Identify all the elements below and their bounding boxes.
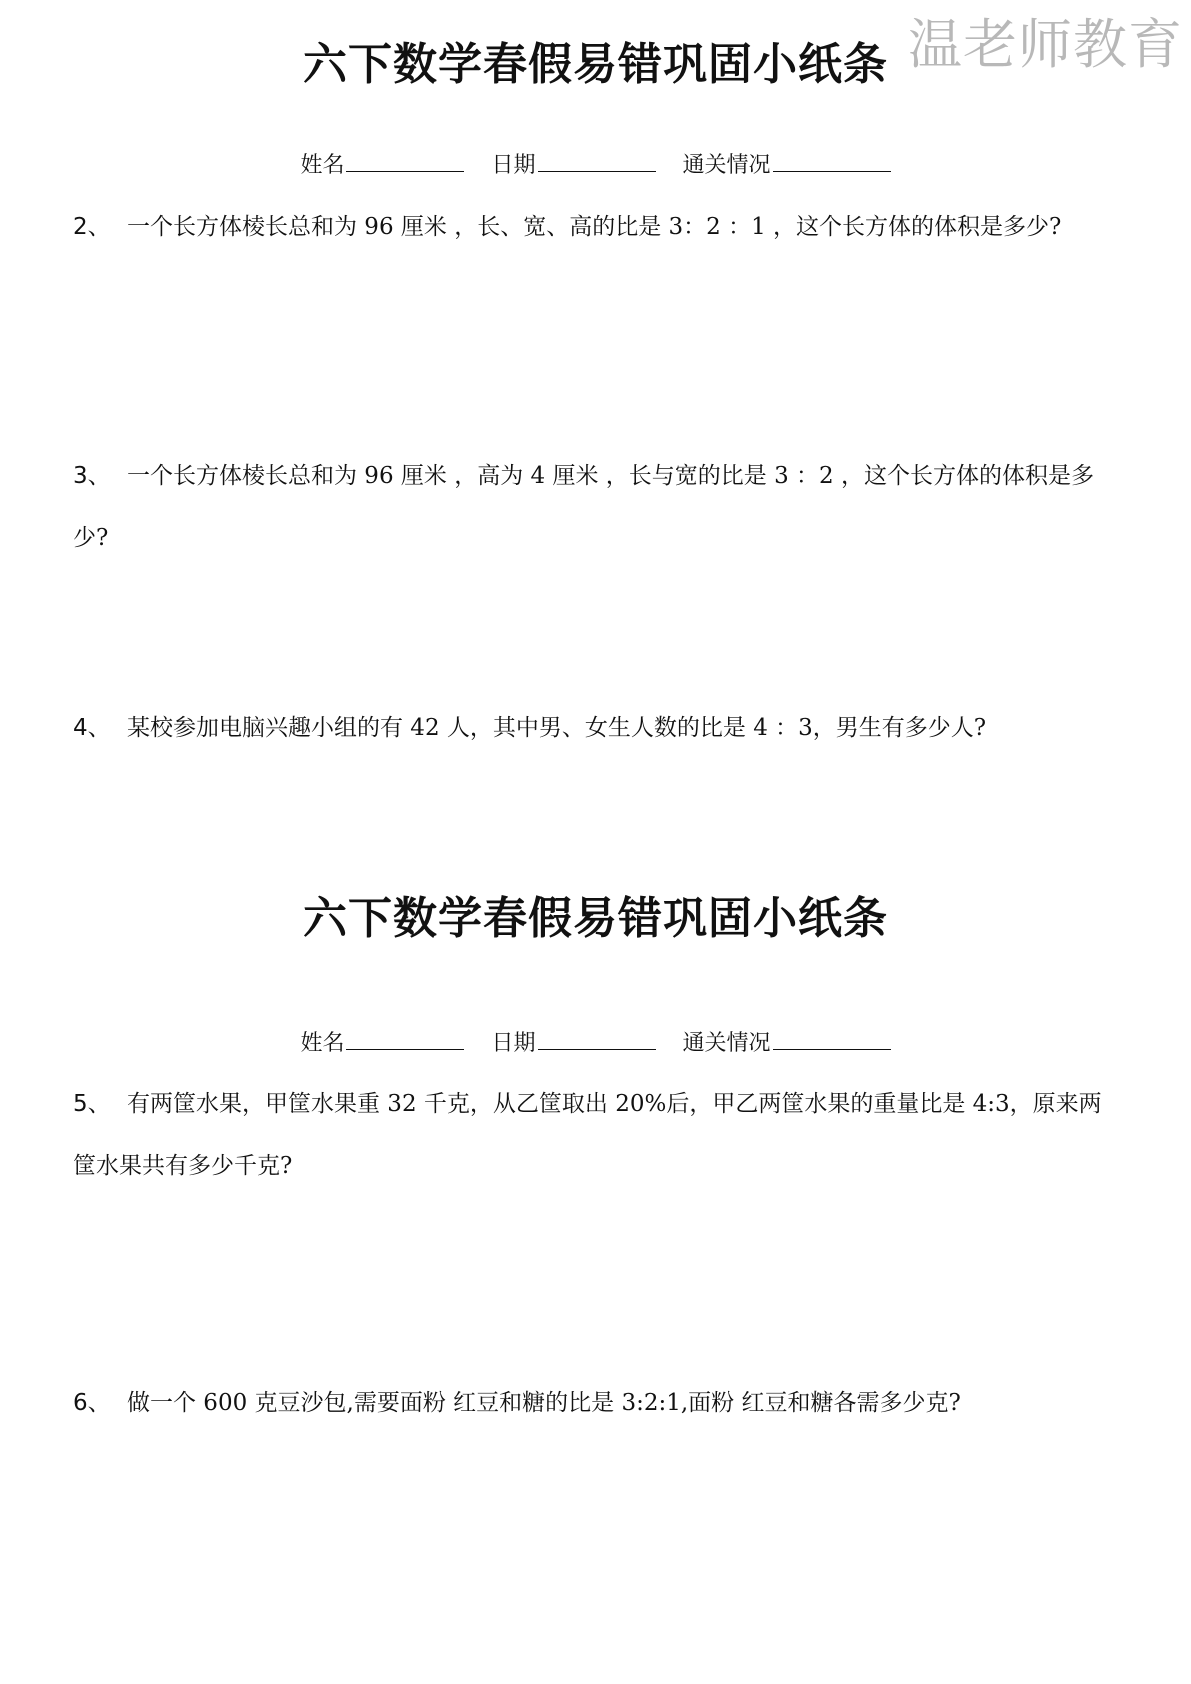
name-blank xyxy=(346,1029,464,1050)
watermark: 温老师教育 xyxy=(908,13,1183,76)
status-blank xyxy=(773,151,891,172)
name-field xyxy=(300,1026,464,1057)
question-number: 3、 xyxy=(73,463,111,489)
question-number: 4、 xyxy=(73,715,111,741)
question-number: 2、 xyxy=(73,214,111,240)
question-text: 有两筐水果，甲筐水果重 32 千克，从乙筐取出 20%后，甲乙两筐水果的重量比是 4:3，原来两筐水果共有多少千克? xyxy=(73,1091,1102,1179)
question-text: 一个长方体棱长总和为 96 厘米 ，长、宽、高的比是 3：2 ：1 ，这个长方体的体积是多少? xyxy=(127,214,1062,240)
question-6 xyxy=(73,1372,1123,1434)
name-label: 姓名 xyxy=(300,153,345,178)
date-label: 日期 xyxy=(491,153,536,178)
status-label: 通关情况 xyxy=(682,153,771,178)
question-number: 6、 xyxy=(73,1390,111,1416)
question-5 xyxy=(73,1073,1123,1197)
section-1-info-row xyxy=(0,148,1191,179)
section-2-title: 六下数学春假易错巩固小纸条 xyxy=(303,893,888,944)
date-blank xyxy=(538,151,656,172)
name-label: 姓名 xyxy=(300,1031,345,1056)
date-blank xyxy=(538,1029,656,1050)
question-3 xyxy=(73,445,1123,569)
question-4 xyxy=(73,697,1123,759)
date-field xyxy=(491,1026,655,1057)
status-label: 通关情况 xyxy=(682,1031,771,1056)
name-blank xyxy=(346,151,464,172)
name-field xyxy=(300,148,464,179)
question-text: 一个长方体棱长总和为 96 厘米 ，高为 4 厘米 ，长与宽的比是 3 ：2 ，这个长方体的体积是多少? xyxy=(73,463,1094,551)
status-field xyxy=(683,1026,891,1057)
section-1-title: 六下数学春假易错巩固小纸条 xyxy=(303,39,888,90)
question-number: 5、 xyxy=(73,1091,111,1117)
question-text: 某校参加电脑兴趣小组的有 42 人，其中男、女生人数的比是 4 ：3，男生有多少人? xyxy=(127,715,987,741)
date-field xyxy=(491,148,655,179)
question-text: 做一个 600 克豆沙包,需要面粉 红豆和糖的比是 3:2:1,面粉 红豆和糖各需多少克? xyxy=(127,1390,961,1416)
status-field xyxy=(683,148,891,179)
question-2 xyxy=(73,196,1123,258)
status-blank xyxy=(773,1029,891,1050)
date-label: 日期 xyxy=(491,1031,536,1056)
section-2-info-row xyxy=(0,1026,1191,1057)
